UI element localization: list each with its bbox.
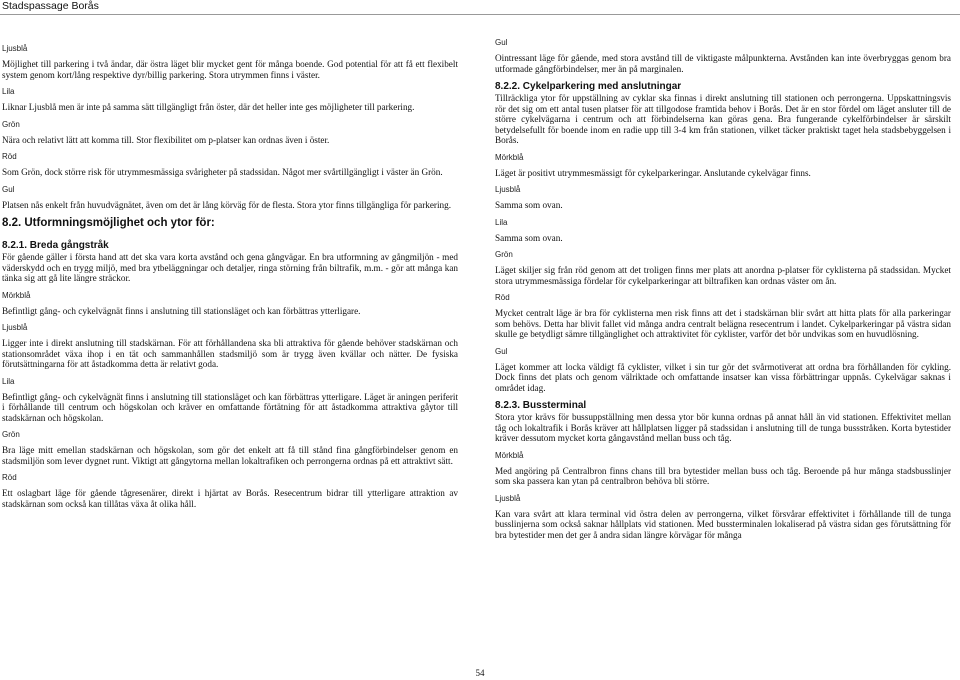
label-ljusbla: Ljusblå [2,323,28,332]
label-lila: Lila [2,376,15,386]
walking-intro: För gående gäller i första hand att det ska vara korta avstånd och gena gångvägar. En bra utformning av gångmiljön - med väderskydd och en trygg miljö, med bra ytbeläggningar och detaljer, ringa störning från biltrafik, m.m. - gör att många kan tänka sig att gå lite längre sträckor. [2,252,458,283]
label-morkbla: Mörkblå [495,450,524,460]
text-lila: Liknar Ljusblå men är inte på samma sätt tillgängligt från öster, där det heller inte ges möjligheter till parkering. [2,102,415,112]
label-gron: Grön [2,430,20,439]
text-ljusbla: Samma som ovan. [495,200,563,210]
label-morkbla: Mörkblå [495,152,524,162]
label-lila: Lila [2,87,15,96]
right-column [495,38,951,547]
subsection-heading-walking: 8.2.1. Breda gångstråk [2,240,109,251]
text-morkbla: Läget är positivt utrymmesmässigt för cykelparkeringar. Anslutande cykelvägar finns. [495,167,811,178]
page-number: 54 [475,668,485,678]
text-ljusbla: Möjlighet till parkering i två ändar, där östra läget blir mycket gent för många boende. God potential för att få ett flexibelt system genom kort/lång respektive dyr/billig parkering. Stora utrymmen finns i väster. [2,59,458,80]
text-lila: Samma som ovan. [495,232,563,243]
label-rod: Röd [2,152,17,161]
header-rule [0,14,960,15]
text-gron: Nära och relativt lätt att komma till. Stor flexibilitet om p-platser kan ordnas även i öster. [2,134,330,145]
text-gul: Platsen nås enkelt från huvudvägnätet, även om det är lång körväg för de flesta. Stora ytor finns tillgängliga för parkering. [2,199,452,210]
text-rod: Som Grön, dock större risk för utrymmesmässiga svårigheter på stadssidan. Något mer svårtillgängligt i väster än Grön. [2,167,443,177]
label-gul: Gul [495,346,508,356]
text-morkbla: Befintligt gång- och cykelvägnät finns i anslutning till stationsläget och kan förbättras ytterligare. [2,305,361,316]
subsection-heading-bike: 8.2.2. Cykelparkering med anslutningar [495,81,682,92]
label-gul: Gul [2,184,15,194]
running-header: Stadspassage Borås [2,0,99,12]
text-morkbla: Med angöring på Centralbron finns chans till bra bytestider mellan buss och tåg. Beroende på hur många stadsbusslinjer som ska passera kan ytan på centralbron behöva bli större. [495,465,951,486]
label-gul: Gul [495,38,508,47]
subsection-heading-bus: 8.2.3. Bussterminal [495,400,587,411]
label-gron: Grön [495,250,513,259]
label-ljusbla: Ljusblå [495,185,521,194]
parking-assessments [2,44,458,210]
label-gron: Grön [2,119,20,129]
label-morkbla: Mörkblå [2,290,31,300]
text-gron: Läget skiljer sig från röd genom att det troligen finns mer plats att anordna p-platser för cyklisterna på stadssidan. Mycket stora utrymmesmässiga fördelar för cykelparkeringar att biltrafiken kan ordnas väster om ån. [495,265,951,286]
bus-intro: Stora ytor krävs för bussuppställning men dessa ytor bör kunna ordnas på annat håll än vid stationen. Effektivitet mellan tåg och lokaltrafik i Borås kräver att hållplatsen ligger på stadssidan i anslutning till de tunga bussstråken. Korta bytestider kräver dessutom mycket korta gångavstånd mellan buss och tåg. [495,412,951,443]
bike-intro: Tillräckliga ytor för uppställning av cyklar ska finnas i direkt anslutning till stationen och perrongerna. Uppskattningsvis rör det sig om ett antal tusen platser för att tillgodose framtida behov i Borås. Det är en stor fördel om läget ansluter till de större cykelvägarna i centrum och att förbindelserna kan göras gena. Bra fungerande cykelförbindelser är särskilt betydelsefullt för boende inom en radie upp till 3-4 km från stationen, vilket täcker praktiskt taget hela stadsbebyggelsen i Borås. [495,93,951,145]
left-column [2,44,458,516]
section-heading: 8.2. Utformningsmöjlighet och ytor för: [2,217,215,229]
walking-assessments [2,291,458,510]
text-gul: Ointressant läge för gående, med stora avstånd till de viktigaste målpunkterna. Avstånden kan inte överbryggas genom bra utformade gångförbindelser, mer än på marginalen. [495,53,951,74]
bike-assessments [495,153,951,394]
text-gron: Bra läge mitt emellan stadskärnan och högskolan, som gör det enkelt att få till stånd fina gångförbindelser genom en stadsmiljön som lever dygnet runt. Viktigt att gångytorna mellan lokaltrafiken och perrongerna ordnas på ett attraktivt sätt. [2,445,458,466]
label-ljusbla: Ljusblå [2,44,28,53]
label-ljusbla: Ljusblå [495,493,521,503]
text-gul: Läget kommer att locka väldigt få cyklister, vilket i sin tur gör det svårmotiverat att ordna bra förhållanden för cykling. Dock finns det plats och genom välriktade och omfattande insatser kan vissa förbättringar uppnås. Cykelvägar saknas i området idag. [495,361,951,393]
label-rod: Röd [495,293,510,302]
label-lila: Lila [495,217,508,227]
text-ljusbla: Kan vara svårt att klara terminal vid östra delen av perrongerna, vilket försvårar effektivitet i förhållande till de tunga busslinjerna som också saknar hållplats vid stationen. Med bussterminalen lokaliserad på västra sidan ges förutsättning för bra bytestider men det ger å andra sidan längre körvägar för många [495,508,951,540]
text-rod: Mycket centralt läge är bra för cyklisterna men risk finns att det i stadskärnan blir svårt att hitta plats för alla parkeringar som behövs. Detta har blivit fallet vid många andra centralt belägna resecentrum i landet. Cykelparkeringar på västra sidan skulle ge betydligt sämre tillgänglighet och attraktivitet för cyklister, varför det bör undvikas som en huvudlösning. [495,308,951,339]
text-rod: Ett oslagbart läge för gående tågresenärer, direkt i hjärtat av Borås. Resecentrum bidrar till ytterligare attraktion av stadskärnan som också kan tillåtas växa åt olika håll. [2,488,458,509]
text-ljusbla: Ligger inte i direkt anslutning till stadskärnan. För att förhållandena ska bli attraktiva för gående behöver stadskärnan och stationsområdet växa ihop i en tät och sammanhållen stadsmiljö som är trygg även kvällar och nätter. De fysiska förutsättningarna för att åstadkomma detta är relativt goda. [2,338,458,369]
bus-assessments [495,451,951,541]
text-lila: Befintligt gång- och cykelvägnät finns i anslutning till stationsläget och kan förbättras ytterligare. Läget är aningen periferit i förhållande till centrum och högskolan och kräver en omfattande förtätning för att åstadkomma attraktiva gåytor till stadskärnan och högskolan. [2,391,458,423]
label-rod: Röd [2,473,17,482]
